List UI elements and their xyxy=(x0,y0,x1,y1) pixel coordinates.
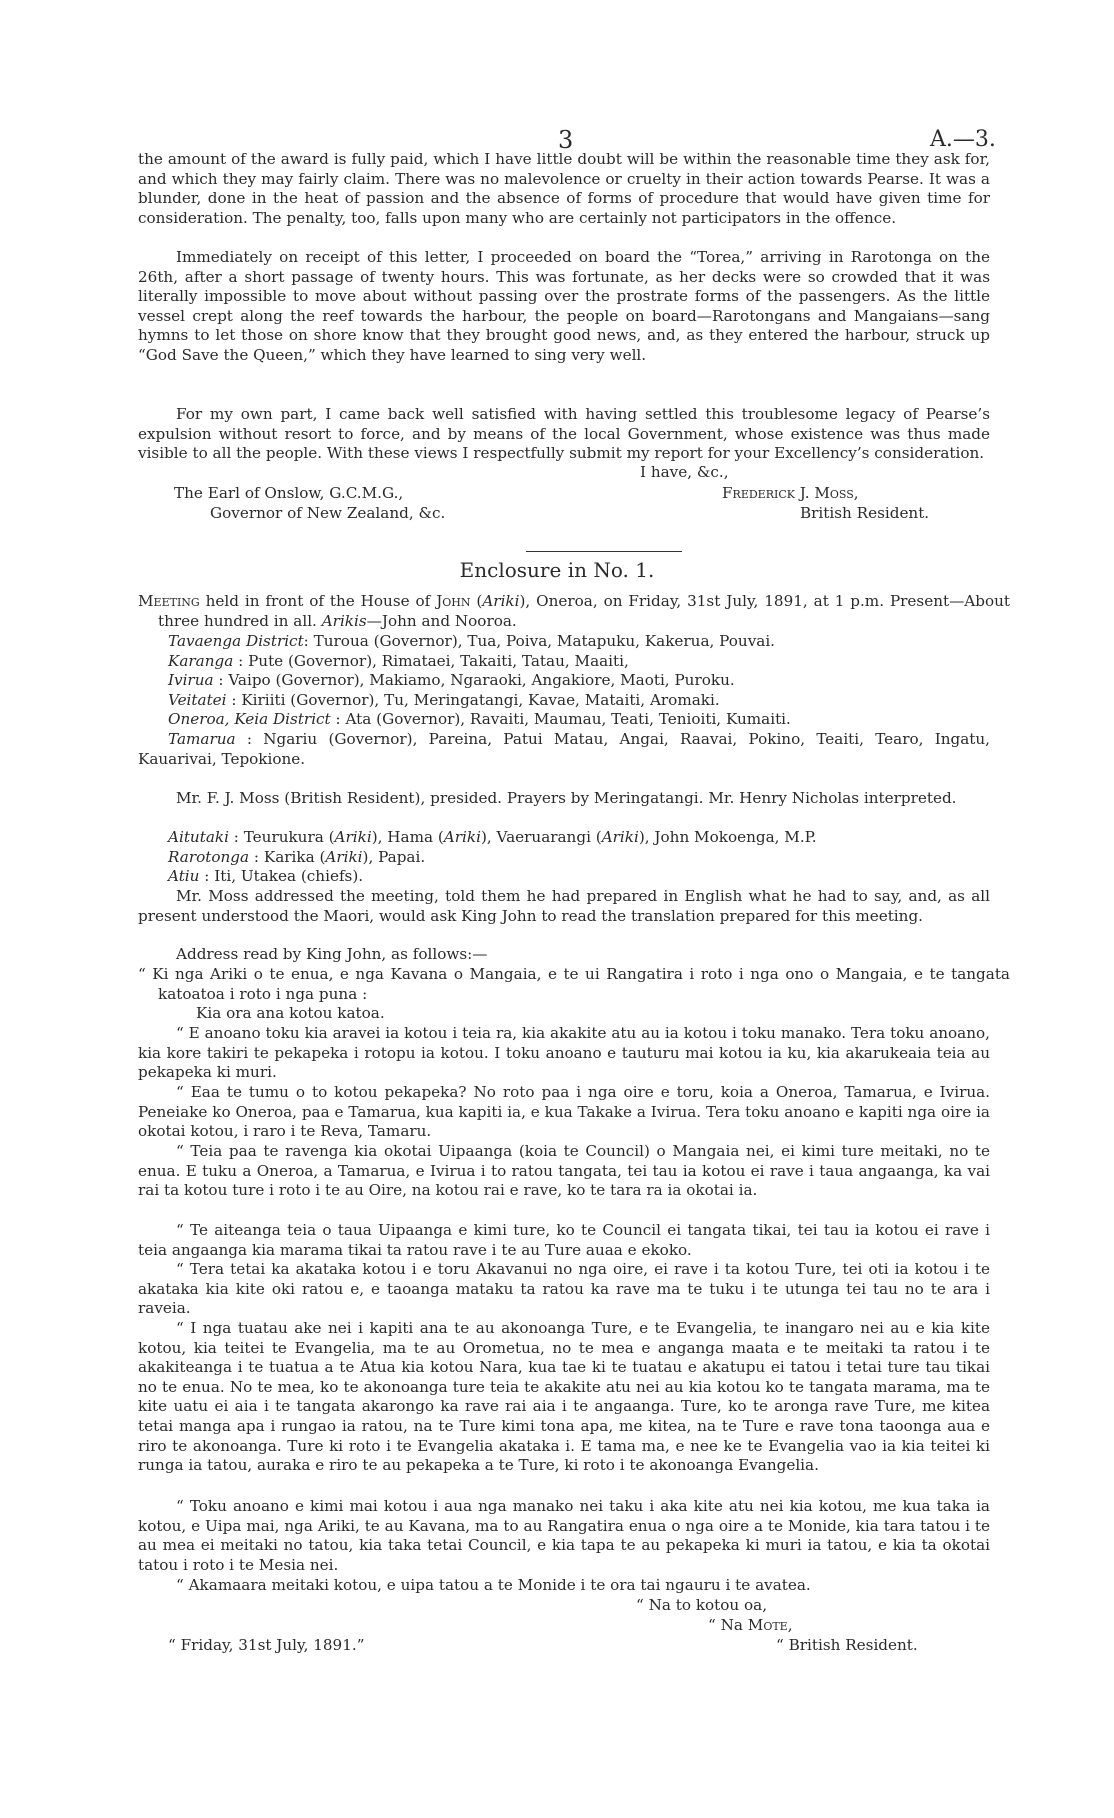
address-paragraph: “ Te aiteanga teia o taua Uipaanga e kimi ture, ko te Council ei tangata tikai, tei tau ia kotou ei rave i teia angaanga kia marama tikai ta ratou rave i te au Ture auaa e ekoko. xyxy=(138,1221,990,1259)
address-paragraph: “ Eaa te tumu o to kotou pekapeka? No roto paa i nga oire e toru, koia a Oneroa, Tamarua, e Ivirua. Peneiake ko Oneroa, paa e Tamarua, kua kapiti ia, e kua Takake a Ivirua. Tera toku anoano e kapiti nga oire ia okotai kotou, i raro i te Reva, Tamaru. xyxy=(138,1083,990,1141)
letter-paragraph-3: For my own part, I came back well satisfied with having settled this troublesome legacy of Pearse’s expulsion without resort to force, and by means of the local Government, whose existence was thus made visible to all the people. With these views I respectfully submit my report for your Excellency’s consideration. xyxy=(138,405,990,463)
address-read-line: Address read by King John, as follows:— xyxy=(176,945,488,963)
visitor-row: Atiu : Iti, Utakea (chiefs). xyxy=(168,867,364,886)
signoff-line-3: “ British Resident. xyxy=(776,1636,918,1654)
greeting: Kia ora ana kotou katoa. xyxy=(196,1004,385,1022)
district-row: Tavaenga District: Turoua (Governor), Tua, Poiva, Matapuku, Kakerua, Pouvai. xyxy=(168,632,776,650)
presided-paragraph: Mr. F. J. Moss (British Resident), presided. Prayers by Meringatangi. Mr. Henry Nicholas interpreted. xyxy=(176,789,957,807)
letter-paragraph-2: Immediately on receipt of this letter, I proceeded on board the “Torea,” arriving in Rarotonga on the 26th, after a short passage of twenty hours. This was fortunate, as her decks were so crowded that it was literally impossible to move about without passing over the prostrate forms of the passengers. As the little vessel crept along the reef towards the harbour, the people on board—Rarotongans and Mangaians—sang hymns to let those on shore know that they brought good news, and, as they entered the harbour, struck up “God Save the Queen,” which they have learned to sing very well. xyxy=(138,248,990,364)
address-paragraph: “ Teia paa te ravenga kia okotai Uipaanga (koia te Council) o Mangaia nei, ei kimi ture meitaki, no te enua. E tuku a Oneroa, a Tamarua, e Ivirua i to ratou tangata, tei tau ia kotou ei rave i taua angaanga, ka vai rai ta kotou ture i roto i te au Oire, na kotou rai e rave, ko te tara ra ia okotai ia. xyxy=(138,1142,990,1200)
signer-title: British Resident. xyxy=(800,504,930,522)
address-paragraph: “ I nga tuatau ake nei i kapiti ana te au akonoanga Ture, e te Evangelia, te inangaro nei au e kia kite kotou, kia teitei te Evangelia, ma te au Orometua, no te mea e anganga maata e te meitaki ta ratou i te akakiteanga i te tuatua a te Atua kia kotou Nara, kua tae ki te tuatau e akatupu ei tatou i tetai ture tau tikai no te enua. No te mea, ko te akonoanga ture teia te akakite atu nei au kia kotou ko te tangata marama, ma te kite uatu ei aia i te tangata akarongo ka rave rai aia i te angaanga. Ture, ko te aronga rave Ture, me kitea tetai manga apa i rungao ia ratou, na te Ture kimi tona apa, me kitea, na te Ture e rave tona taoonga aua e riro te akonoanga. Ture ki roto i te Evangelia akataka i. E tama ma, e nee ke te Evangelia vao ia kia teitei ki runga ia tatou, auraka e riro te au pekapeka a te Ture, ki roto i te akonoanga Evangelia. xyxy=(138,1319,990,1475)
district-row: Veitatei : Kiriiti (Governor), Tu, Meringatangi, Kavae, Mataiti, Aromaki. xyxy=(168,690,720,709)
address-paragraph: “ Tera tetai ka akataka kotou i e toru Akavanui no nga oire, ei rave i ta kotou Ture, tei oti ia kotou i te akataka kia kite oki ratou e, e taoanga mataku ta ratou ka rave ma te tuku i te utunga tei tau no te ara i raveia. xyxy=(138,1260,990,1318)
district-row: Ivirua : Vaipo (Governor), Makiamo, Ngaraoki, Angakiore, Maoti, Puroku. xyxy=(168,671,735,690)
district-row: Tamarua : Ngariu (Governor), Pareina, Patui Matau, Angai, Raavai, Pokino, Teaiti, Tearo, Ingatu, Kauarivai, Tepokione. xyxy=(138,729,990,768)
dateline: “ Friday, 31st July, 1891.” xyxy=(168,1636,365,1654)
meeting-paragraph: Meeting held in front of the House of John (Ariki), Oneroa, on Friday, 31st July, 1891, at 1 p.m. Present—About three hundred in all. Arikis—John and Nooroa. xyxy=(138,592,1010,630)
addressee-line-1: The Earl of Onslow, G.C.M.G., xyxy=(174,484,404,502)
visitor-list xyxy=(138,828,990,887)
visitor-row: Aitutaki : Teurukura (Ariki), Hama (Ariki), Vaeruarangi (Ariki), John Mokoenga, M.P. xyxy=(168,828,817,846)
letter-closing: I have, &c., xyxy=(640,463,729,481)
address-paragraph: “ E anoano toku kia aravei ia kotou i teia ra, kia akakite atu au ia kotou i toku manako. Tera toku anoano, kia kore takiri te pekapeka i rotopu ia kotou. I toku anoano e tauturu mai kotou ia ku, kia akarukeaia teia au pekapeka ki muri. xyxy=(138,1024,990,1082)
district-list xyxy=(138,632,990,769)
signoff-line-2: “ Na Mote, xyxy=(708,1616,793,1634)
salutation: “ Ki nga Ariki o te enua, e nga Kavana o Mangaia, e te ui Rangatira i roto i nga ono o Mangaia, e te tangata katoatoa i roto i nga puna : xyxy=(138,965,1010,1003)
letter-paragraph-1: the amount of the award is fully paid, which I have little doubt will be within the reasonable time they ask for, and which they may fairly claim. There was no malevolence or cruelty in their action towards Pearse. It was a blunder, done in the heat of passion and the absence of forms of procedure that would have given time for consideration. The penalty, too, falls upon many who are certainly not participators in the offence. xyxy=(138,150,990,227)
page-number: 3 xyxy=(558,126,574,154)
signer-name: Frederick J. Moss, xyxy=(722,484,859,502)
document-reference: A.—3. xyxy=(930,127,996,152)
address-paragraph: “ Akamaara meitaki kotou, e uipa tatou a te Monide i te ora tai ngauru i te avatea. xyxy=(176,1576,811,1594)
address-intro: Mr. Moss addressed the meeting, told them he had prepared in English what he had to say, and, as all present understood the Maori, would ask King John to read the translation prepared for this meeting. xyxy=(138,887,990,925)
addressee-line-2: Governor of New Zealand, &c. xyxy=(210,504,446,522)
enclosure-title: Enclosure in No. 1. xyxy=(459,558,655,582)
address-paragraph: “ Toku anoano e kimi mai kotou i aua nga manako nei taku i aka kite atu nei kia kotou, me kua taka ia kotou, e Uipa mai, nga Ariki, te au Kavana, ma to au Rangatira enua o nga oire a te Monide, kia tara tatou i te au mea ei meitaki no tatou, kia taka tetai Council, e kia tapa te au pekapeka ki muri ia tatou, e kia ta okotai tatou i roto i te Mesia nei. xyxy=(138,1497,990,1574)
section-divider xyxy=(526,551,682,552)
district-row: Karanga : Pute (Governor), Rimataei, Takaiti, Tatau, Maaiti, xyxy=(168,651,629,670)
district-row: Oneroa, Keia District : Ata (Governor), Ravaiti, Maumau, Teati, Tenioiti, Kumaiti. xyxy=(168,710,791,729)
meeting-lead: Meeting xyxy=(138,592,200,610)
signoff-line-1: “ Na to kotou oa, xyxy=(636,1596,768,1614)
visitor-row: Rarotonga : Karika (Ariki), Papai. xyxy=(168,847,426,866)
